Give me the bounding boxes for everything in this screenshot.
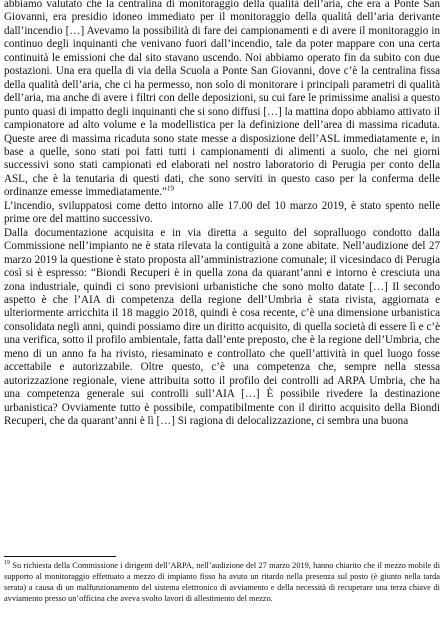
- footnote-separator: [4, 556, 116, 557]
- footnote-reference[interactable]: 19: [166, 184, 174, 193]
- paragraph-fire-timing: [4, 200, 440, 227]
- footnote: [4, 560, 440, 604]
- paragraph-text: abbiamo valutato che la centralina di monitoraggio della qualità dell’aria, che era a Ponte San Giovanni, era presidio idoneo immediato per il monitoraggio della qualità dell’aria derivante dall’incendio […] Avevamo la possibilità di fare dei campionamenti e di avere il monitoraggio in continuo degli inquinanti che venivano fuori dall’incendio, tale da poter mappare con una certa continuità le emissioni che dal sito stavano uscendo. Noi abbiamo operato fin da subito con due postazioni. Una era quella di via della Scuola a Ponte San Giovanni, dove c’è la centralina fissa della qualità dell’aria, che ci ha permesso, non solo di monitorare i principali parametri di qualità dell’aria, ma anche di avere i filtri con delle deposizioni, su cui fare le primissime analisi a questo punto quasi di impatto degli inquinanti che si sono diffusi […] la mattina dopo abbiamo attivato il campionatore ad alto volume e la modellistica per la definizione dell’area di massima ricaduta. Queste aree di massima ricaduta sono state messe a disposizione dell’ASL immediatamente e, in base a quelle, sono stati poi fatti tutti i campionamenti di alimenti a suolo, che nei giorni successivi sono stati campionati ed elaborati nel nostro laboratorio di Perugia per conto della ASL, che è la tenutaria di questi dati, che sono serviti in questo caso per la conferma delle ordinanze emesse immediatamente.”: [4, 0, 440, 199]
- footnote-text: Su richiesta della Commissione i dirigenti dell’ARPA, nell’audizione del 27 marzo 2019, hanno chiarito che il mezzo mobile di supporto al monitoraggio effettuato a mezzo di impianto fisso ha avuto un ritardo nella presenza sul posto (è giunto nella tarda serata) a causa di un malfunzionamento del sistema elettronico di avviamento e della necessità di recuperare una terza chiave di avviamento presso un’officina che aveva svolto lavori di allestimento del mezzo.: [4, 561, 441, 603]
- footnote-number: 19: [4, 560, 10, 567]
- paragraph-quote-arpa: [4, 0, 440, 200]
- body-text: [4, 0, 440, 429]
- paragraph-text: L’incendio, sviluppatosi come detto intorno alle 17.00 del 10 marzo 2019, è stato spento nelle prime ore del mattino successivo.: [4, 199, 440, 226]
- paragraph-text: Dalla documentazione acquisita e in via diretta a seguito del sopralluogo condotto dalla Commissione nell’impianto ne è stata rilevata la contiguità a zone abitate. Nell’audizione del 27 marzo 2019 la questione è stato proposta all’amministrazione comunale; il vicesindaco di Perugia così si è espresso: “Biondi Recuperi è in quella zona da quarant’anni e intorno è cresciuta una zona industriale, quindi ci sono previsioni urbanistiche che sono molto datate […] Il secondo aspetto è che l’AIA di competenza della regione dell’Umbria è stata rivista, aggiornata e ulteriormente arricchita il 18 maggio 2018, quindi è cosa recente, c’è una dimensione urbanistica consolidata negli anni, quindi possiamo dire un diritto acquisito, di quella società di essere lì e c’è una verifica, sotto il profilo ambientale, fatta dall’ente preposto, che è la regione dell’Umbria, che meno di un anno fa ha rivisto, riesaminato e controllato che quell’attività in quel luogo fosse accettabile e autorizzabile. Oltre questo, c’è una competenza che, sempre nella stessa autorizzazione regionale, viene attribuita sotto il profilo dei controlli ad ARPA Umbria, che ha una competenza generale sui controlli sull’AIA […] È possibile rivedere la destinazione urbanistica? Ovviamente tutto è possibile, compatibilmente con il diritto acquisito della Biondi Recuperi, che da quarant’anni è lì […] Si ragiona di delocalizzazione, ci sembra una buona: [4, 226, 440, 428]
- paragraph-urban-context: [4, 227, 440, 429]
